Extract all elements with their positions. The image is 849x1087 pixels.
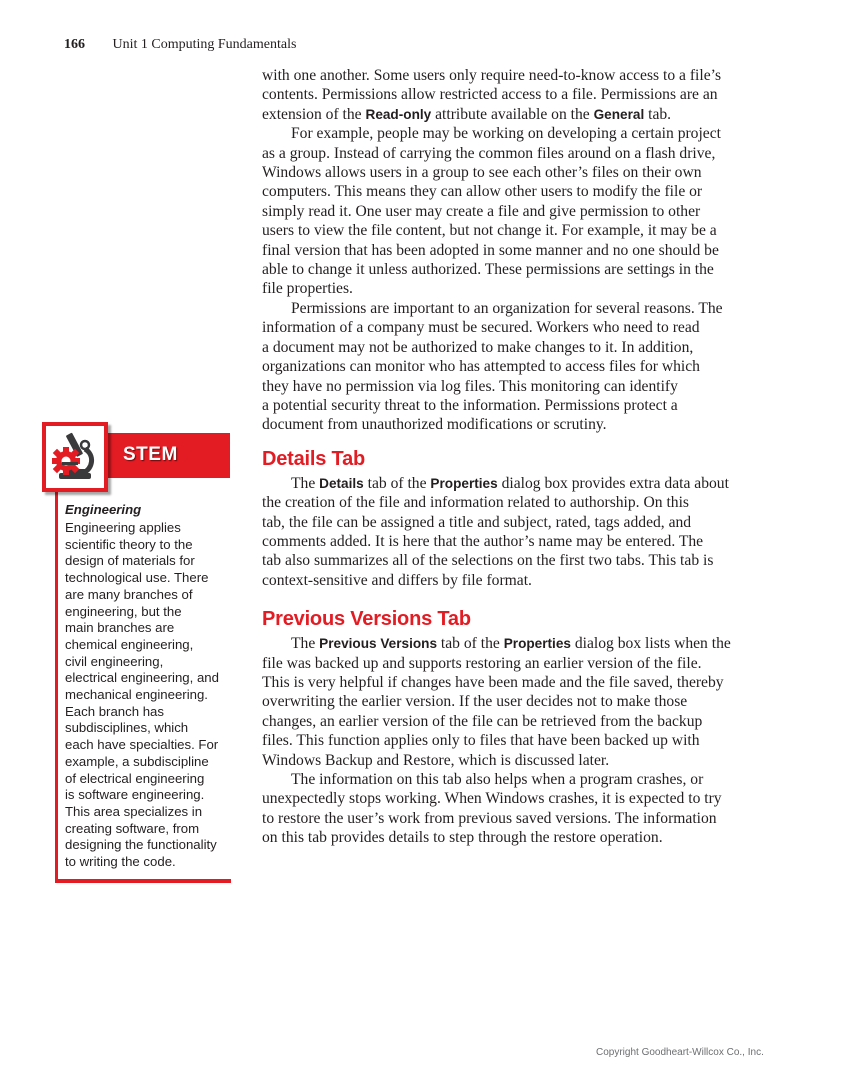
text-line: to writing the code.	[65, 854, 176, 870]
text-line: Windows Backup and Restore, which is discussed later.	[262, 751, 610, 769]
text-line: main branches are	[65, 620, 175, 636]
importance-paragraph	[262, 299, 767, 435]
text-run: The	[291, 474, 320, 492]
details-tab-heading: Details Tab	[262, 447, 366, 470]
text-line: chemical engineering,	[65, 636, 194, 652]
text-line: scientific theory to the	[65, 536, 193, 552]
text-line: unexpectedly stops working. When Windows crashes, it is expected to try	[262, 790, 722, 808]
text-line: For example, people may be working on developing a certain project	[291, 125, 721, 143]
text-line: engineering, but the	[65, 603, 182, 619]
running-head	[64, 37, 296, 53]
text-line: This is very helpful if changes have been made and the file saved, thereby	[262, 673, 724, 691]
stem-icon-box	[42, 422, 108, 492]
text-line: technological use. There	[65, 570, 209, 586]
text-line: they have no permission via log files. This monitoring can identify	[262, 377, 678, 395]
text-run: tab of the	[363, 474, 431, 492]
text-run: The	[291, 635, 320, 653]
text-line: tab, the file can be assigned a title and subject, rated, tags added, and	[262, 513, 692, 531]
text-run: tab.	[644, 105, 672, 123]
text-line: able to change it unless authorized. These permissions are settings in the	[262, 261, 714, 279]
previous-versions-heading: Previous Versions Tab	[262, 608, 471, 631]
text-run: extension of the	[262, 105, 366, 123]
term-properties: Properties	[430, 475, 498, 491]
text-line: comments added. It is here that the author’s name may be entered. The	[262, 532, 704, 550]
stem-title: Engineering	[65, 502, 142, 517]
stem-banner-label: STEM	[123, 444, 178, 465]
text-line: as a group. Instead of carrying the common files around on a flash drive,	[262, 144, 716, 162]
text-line: users to view the file content, but not change it. For example, it may be a	[262, 222, 717, 240]
text-line	[262, 105, 767, 124]
term-general: General	[593, 106, 645, 122]
intro-paragraph	[262, 66, 767, 124]
text-line: files. This function applies only to files that have been backed up with	[262, 732, 700, 750]
text-run: dialog box provides extra data about	[497, 474, 729, 492]
text-line: a document may not be authorized to make changes to it. In addition,	[262, 338, 694, 356]
text-line: Windows allows users in a group to see each other’s files on their own	[262, 164, 702, 182]
running-title: Unit 1 Computing Fundamentals	[112, 37, 297, 52]
text-line: changes, an earlier version of the file can be retrieved from the backup	[262, 712, 703, 730]
text-line: file was backed up and supports restoring an earlier version of the file.	[262, 654, 702, 672]
text-line: with one another. Some users only require need-to-know access to a file’s	[262, 67, 722, 84]
term-details: Details	[319, 475, 364, 491]
text-line: on this tab provides details to step through the restore operation.	[262, 829, 663, 847]
text-line: is software engineering.	[65, 787, 205, 803]
text-line: civil engineering,	[65, 653, 164, 669]
term-previous-versions: Previous Versions	[319, 636, 438, 652]
term-read-only: Read-only	[365, 106, 432, 122]
text-line: are many branches of	[65, 586, 193, 602]
text-run: attribute available on the	[431, 105, 594, 123]
example-paragraph	[262, 124, 767, 299]
page-number: 166	[64, 37, 85, 52]
text-line: designing the functionality	[65, 837, 217, 853]
text-line: The information on this tab also helps when a program crashes, or	[291, 771, 704, 788]
text-line: document from unauthorized modifications or scrutiny.	[262, 416, 607, 434]
details-paragraph	[262, 474, 767, 590]
text-line: to restore the user’s work from previous saved versions. The information	[262, 809, 717, 827]
text-line: a potential security threat to the information. Permissions protect a	[262, 396, 678, 414]
text-line: context-sensitive and differs by file format.	[262, 571, 532, 589]
term-properties: Properties	[503, 636, 571, 652]
text-line: file properties.	[262, 280, 353, 298]
text-line: example, a subdiscipline	[65, 753, 209, 769]
text-line: of electrical engineering	[65, 770, 205, 786]
text-run: tab of the	[437, 635, 504, 653]
previous-versions-paragraph	[262, 634, 767, 770]
main-column	[262, 66, 767, 848]
text-line: final version that has been adopted in some manner and no one should be	[262, 241, 719, 259]
text-line: information of a company must be secured. Workers who need to read	[262, 319, 700, 337]
stem-body	[65, 520, 235, 871]
text-line	[262, 474, 767, 493]
text-line: contents. Permissions allow restricted access to a file. Permissions are an	[262, 86, 718, 104]
text-run: dialog box lists when the	[570, 635, 731, 653]
text-line	[262, 634, 767, 653]
text-line: tab also summarizes all of the selections on the first two tabs. This tab is	[262, 552, 714, 570]
text-line: Each branch has	[65, 703, 164, 719]
crash-recovery-paragraph	[262, 770, 767, 848]
copyright-notice: Copyright Goodheart-Willcox Co., Inc.	[596, 1047, 764, 1058]
text-line: This area specializes in	[65, 803, 203, 819]
text-line: creating software, from	[65, 820, 200, 836]
text-line: simply read it. One user may create a file and give permission to other	[262, 202, 701, 220]
text-line: each have specialties. For	[65, 737, 219, 753]
text-line: organizations can monitor who has attempted to access files for which	[262, 358, 700, 376]
text-line: Permissions are important to an organization for several reasons. The	[291, 299, 723, 317]
text-line: Engineering applies	[65, 520, 181, 535]
text-line: electrical engineering, and	[65, 670, 219, 686]
text-line: computers. This means they can allow other users to modify the file or	[262, 183, 703, 201]
text-line: overwriting the earlier version. If the user decides not to make those	[262, 693, 688, 711]
microscope-gear-icon	[49, 429, 101, 485]
text-line: mechanical engineering.	[65, 687, 208, 703]
text-line: design of materials for	[65, 553, 195, 569]
text-line: subdisciplines, which	[65, 720, 189, 736]
text-line: the creation of the file and information related to authorship. On this	[262, 494, 689, 512]
